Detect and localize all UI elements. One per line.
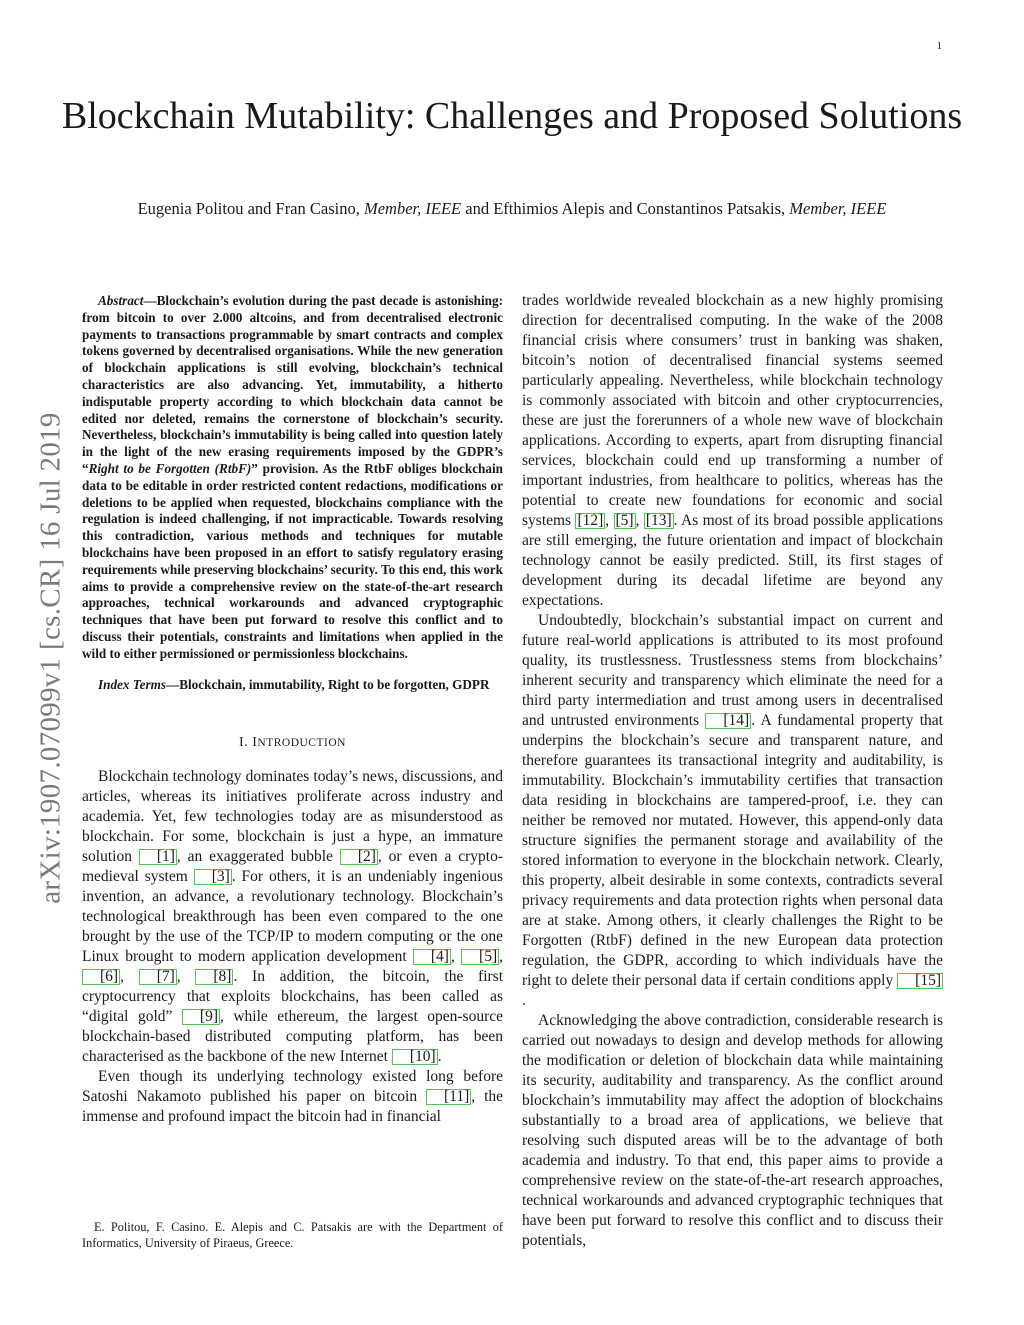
authors-part1: Eugenia Politou and Fran Casino, [137, 199, 360, 218]
citation-link[interactable]: [15] [897, 973, 943, 989]
text: . [437, 1048, 442, 1066]
paper-title: Blockchain Mutability: Challenges and Proposed Solutions [61, 95, 963, 137]
abstract-text-1: —Blockchain’s evolution during the past decade is astonishing: from bitcoin to over 2.000 altcoins, and from decentralised electronic payments to transactions programmable by smart contracts and complex tokens governed by decentralised organisations. While the new generation of blockchain applications is still evolving, blockchain’s technical characteristics are also advancing. Yet, immutability, a hitherto indisputable property according to which blockchain data cannot be edited nor deleted, remains the cornerstone of blockchain’s security. Nevertheless, blockchain’s immutability is being called into question lately in the light of the new erasing requirements imposed by the GDPR’s “ [82, 293, 503, 476]
intro-paragraph-5 [522, 1011, 943, 1251]
citation-link[interactable]: [11] [426, 1089, 471, 1105]
citation-link[interactable]: [9] [182, 1009, 220, 1025]
text: . [522, 992, 526, 1009]
citation-link[interactable]: [1] [139, 849, 177, 865]
text: Acknowledging the above contradiction, considerable research is carried out nowadays to design and develop methods for allowing the modification or deletion of blockchain data while maintaining its security, auditability and transparency. As the conflict around blockchain’s immutability may affect the adoption of blockchains substantially to a broad area of applications, we believe that resolving such disputed areas will be to the advantage of both academia and industry. To that end, this paper aims to provide a comprehensive review on the state-of-the-art research approaches, technical workarounds and advanced cryptographic techniques that have been put forward to resolve this conflict and to discuss their potentials, [522, 1012, 943, 1249]
authors-role1: Member, IEEE [363, 199, 462, 218]
text: Even though its underlying technology existed long before Satoshi Nakamoto published his paper on bitcoin [82, 1068, 503, 1106]
section-title-initial: I [252, 735, 258, 751]
text: Blockchain technology dominates today’s news, discussions, and articles, whereas its initiatives proliferate across industry and academia. Yet, few technologies today are as misunderstood as blockchain. For some, blockchain is just a hype, an immature solution [82, 768, 503, 866]
section-number: I. [239, 735, 249, 751]
citation-link[interactable]: [3] [194, 869, 232, 885]
abstract-text-2: ” provision. As the RtbF obliges blockchain data to be editable in order restricted content redactions, modifications or deletions to be applied when requested, blockchains compliance with the regulation is indeed challenging, if not impracticable. Towards resolving this contradiction, various methods and techniques for mutable blockchains have been proposed in an effort to satisfy regulatory erasing requirements while preserving blockchains’ security. To this end, this work aims to provide a comprehensive review on the state-of-the-art research approaches, technical workarounds and advanced cryptographic techniques that have been put forward to resolve this conflict and to discuss their potentials, constraints and limitations when applied in the wild to either permissioned or permissionless blockchains. [82, 460, 503, 661]
citation-link[interactable]: [10] [392, 1049, 438, 1065]
index-terms-text: —Blockchain, immutability, Right to be forgotten, GDPR [166, 676, 490, 692]
citation-link[interactable]: [14] [705, 713, 751, 729]
section-heading-introduction [82, 735, 503, 751]
abstract-label: Abstract [98, 293, 144, 308]
text: . As most of its broad possible applications are still emerging, the future orientation and impact of blockchain technology cannot be easily predicted. Still, its first stages of development during its decadal lifetime are beyond any expectations. [522, 512, 944, 609]
intro-paragraph-4 [522, 611, 943, 1011]
authors-role2: Member, IEEE [789, 199, 887, 218]
text: . In addition, the bitcoin, the first cryptocurrency that exploits blockchains, has been called as “digital gold” [82, 968, 504, 1026]
right-column [522, 291, 943, 1251]
text: . A fundamental property that underpins the blockchain’s secure and transparent nature, and therefore guarantees its transactional integrity and auditability, is immutability. Blockchain’s immutability certifies that transaction data residing in blockchains are tampered-proof, i.e. they can neither be removed nor mutated. However, this append-only data structure signifies the permanent storage and availability of the stored information to everyone in the blockchain network. Clearly, this property, albeit desirable in some contexts, contradicts several privacy requirements and data protection rights when personal data are at stake. Among others, it clearly challenges the Right to be Forgotten (RtbF) defined in the new European data protection regulation, the GDPR, according to which individuals have the right to delete their personal data if certain conditions apply [522, 712, 943, 989]
page-number: 1 [936, 40, 942, 52]
arxiv-identifier[interactable]: arXiv:1907.07099v1 [cs.CR] 16 Jul 2019 [34, 412, 67, 904]
citation-link[interactable]: [2] [340, 849, 378, 865]
citation-link[interactable]: [7] [139, 969, 177, 985]
citation-link[interactable]: [5] [615, 512, 634, 529]
abstract-rtbf: Right to be Forgotten (RtbF) [88, 460, 252, 476]
index-terms [82, 677, 503, 694]
authors-part2: and Efthimios Alepis and Constantinos Patsakis, [465, 199, 786, 218]
citation-link[interactable]: [4] [413, 949, 451, 965]
text: trades worldwide revealed blockchain as a new highly promising direction for decentralised computing. In the wake of the 2008 financial crisis where consumers’ trust in banking was shaken, bitcoin’s notion of decentralised financial systems seemed particularly appealing. Nevertheless, while blockchain technology is commonly associated with bitcoin and other cryptocurrencies, these are just the forerunners of a whole new wave of blockchain applications. According to experts, apart from disrupting financial services, blockchain could end up transforming a number of important industries, from healthcare to politics, whereas has the potential to create new foundations for economic and social systems [522, 292, 943, 529]
citation-link[interactable]: [5] [461, 949, 499, 965]
section-title-rest: NTRODUCTION [257, 737, 346, 750]
text: , an exaggerated bubble [176, 848, 340, 866]
citation-link[interactable]: [8] [195, 969, 233, 985]
citation-link[interactable]: [13] [645, 512, 672, 529]
intro-paragraph-2 [82, 1067, 503, 1127]
text: , the immense and profound impact the bitcoin had in financial [82, 1088, 504, 1126]
intro-paragraph-1: Blockchain technology dominates today’s news, discussions, and articles, whereas its initiatives proliferate across industry and academia. Yet, few technologies today are as misunderstood as blockchain. For some, blockchain is just a hype, an immature solution [1] , an exaggerated bubble [2] , or even a crypto-medieval system [3] . For others, it is an undeniably ingenious invention, an advance, a revolutionary technology. Blockchain’s technological breakthrough has been even compared to the one brought by the use of the TCP/IP to modern computing or the one Linux brought to modern application development [4] , [5] , [6] , [7] , [8] . In addition, the bitcoin, the first cryptocurrency that exploits blockchains, has been called as “digital gold” [9] , while ethereum, the largest open-source blockchain-based distributed computing platform, has been characterised as the backbone of the new Internet [10] . [82, 768, 504, 1066]
abstract [82, 293, 503, 663]
text: Undoubtedly, blockchain’s substantial impact on current and future real-world applications is attributed to its most profound quality, its trustlessness. Trustlessness stems from blockchains’ inherent security and transparency which eliminate the need for a third party intermediation and trust among users in decentralised and untrusted environments [522, 612, 943, 729]
citation-link[interactable]: [6] [82, 969, 120, 985]
citation-link[interactable]: [12] [577, 512, 604, 529]
text: , while ethereum, the largest open-source blockchain-based distributed computing platform, has been characterised as the backbone of the new Internet [82, 1008, 503, 1066]
index-terms-label: Index Terms [98, 676, 167, 692]
intro-paragraph-3: trades worldwide revealed blockchain as a new highly promising direction for decentralised computing. In the wake of the 2008 financial crisis where consumers’ trust in banking was shaken, bitcoin’s notion of decentralised financial systems seemed particularly appealing. Nevertheless, while blockchain technology is commonly associated with bitcoin and other cryptocurrencies, these are just the forerunners of a whole new wave of blockchain applications. According to experts, apart from disrupting financial services, blockchain could end up transforming a number of important industries, from healthcare to politics, whereas has the potential to create new foundations for economic and social systems [12] , [5] , [13] . As most of its broad possible applications are still emerging, the future orientation and impact of blockchain technology cannot be easily predicted. Still, its first stages of development during its decadal lifetime are beyond any expectations. [522, 292, 944, 609]
author-line [40, 199, 984, 219]
text: . For others, it is an undeniably ingenious invention, an advance, a revolutionary technology. Blockchain’s technological breakthrough has been even compared to the one brought by the use of the TCP/IP to modern computing or the one Linux brought to modern application development [82, 868, 503, 966]
author-affiliation-footnote: E. Politou, F. Casino. E. Alepis and C. Patsakis are with the Department of Informatics, University of Piraeus, Greece. [82, 1220, 503, 1250]
text: , or even a crypto-medieval system [82, 848, 504, 886]
left-column [82, 293, 503, 1127]
